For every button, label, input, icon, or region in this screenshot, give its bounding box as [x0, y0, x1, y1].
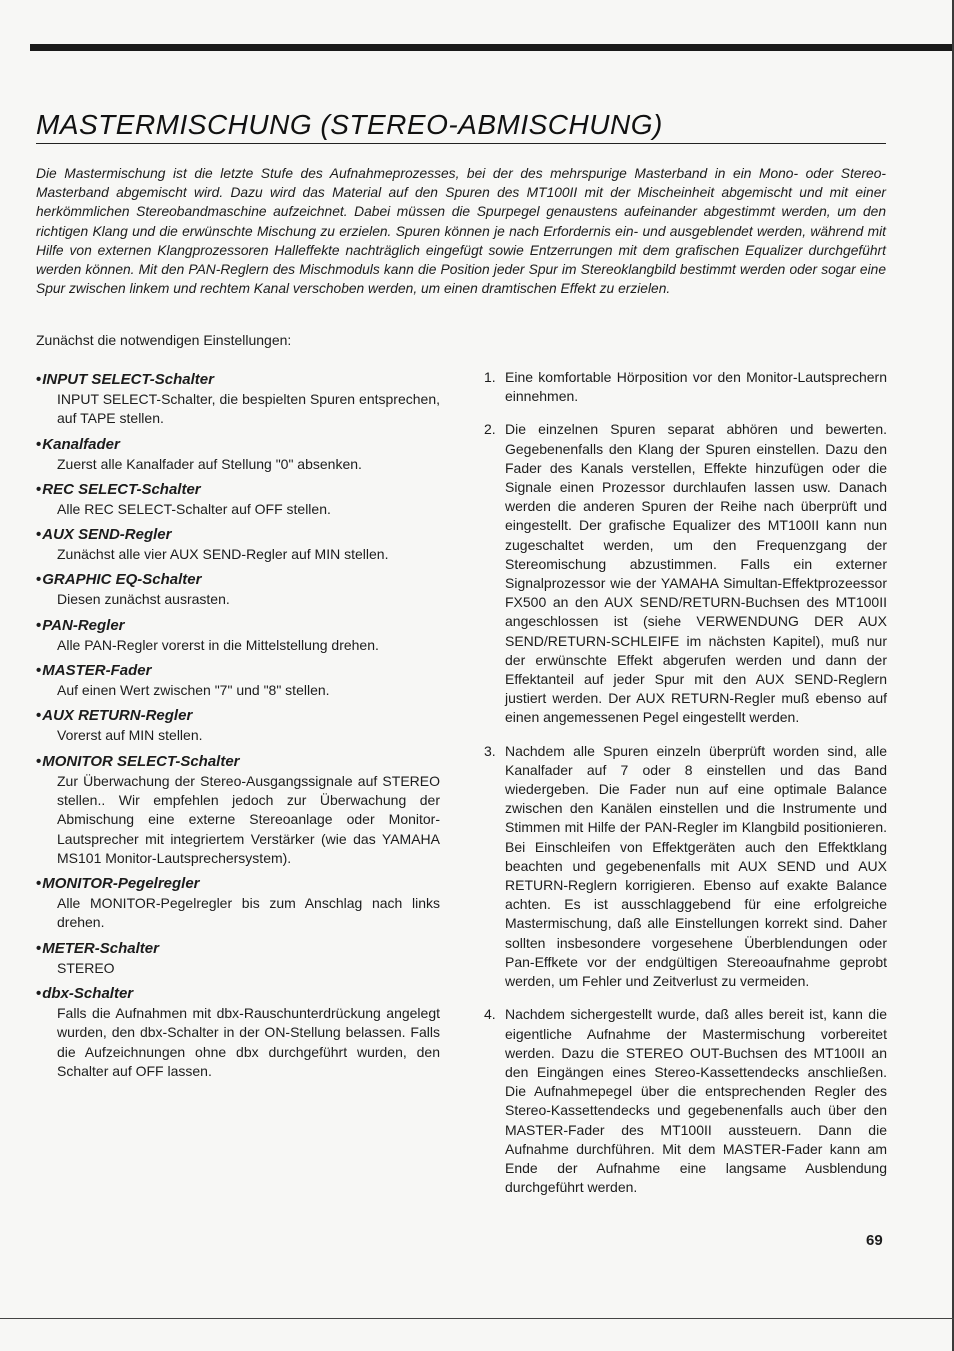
- setting-aux-send: [36, 525, 440, 564]
- setting-heading: •METER-Schalter: [36, 939, 159, 957]
- step-number: 4.: [484, 1006, 496, 1023]
- setting-master-fader: [36, 661, 440, 700]
- setting-heading: •GRAPHIC EQ-Schalter: [36, 571, 202, 589]
- step-number: 1.: [484, 369, 496, 385]
- step-text: Eine komfortable Hörposition vor den Monitor-Lautsprechern einnehmen.: [505, 369, 887, 405]
- page-number: 69: [866, 1232, 883, 1249]
- setting-meter: [36, 939, 440, 978]
- setting-text: Zuerst alle Kanalfader auf Stellung "0" absenken.: [57, 455, 362, 472]
- bullet-icon: •: [36, 571, 42, 589]
- settings-lead: Zunächst die notwendigen Einstellungen:: [36, 332, 292, 348]
- bullet-icon: •: [36, 480, 42, 498]
- step-text: Nachdem alle Spuren einzeln überprüft worden sind, alle Kanalfader auf 7 oder 8 einstellen und das Band wiedergeben. Die Fader nun auf eine optimale Balance zwischen den Kanälen einstellen und die Instrumente und Stimmen mit Hilfe der PAN-Regler im Klangbild positionieren. Bei Einschleifen von Effektgeräten auch den Effektklang beachten und gegebenenfalls mit AUX SEND und AUX RETURN-Reglern korrigieren. Ebenso auf exakte Balance achten. Es ist ausschlaggebend für eine erfolgreiche Mastermischung, daß alle Einstellungen korrekt sind. Daher sollten insbesondere vorgesehene Überblendungen oder Pan-Effkete vor der endgültigen Stereoaufnahme geprobt werden, um Fehler und Zeitverlust zu vermeiden.: [505, 742, 887, 990]
- top-rule-gap: [0, 44, 30, 51]
- setting-text: Zunächst alle vier AUX SEND-Regler auf MIN stellen.: [57, 546, 389, 563]
- step-3: [484, 742, 887, 992]
- setting-text: Auf einen Wert zwischen "7" und "8" stellen.: [57, 682, 330, 699]
- setting-aux-return: [36, 706, 440, 745]
- setting-heading: •AUX RETURN-Regler: [36, 707, 193, 725]
- setting-text: STEREO: [57, 959, 115, 976]
- setting-heading: •MONITOR-Pegelregler: [36, 875, 200, 893]
- bullet-icon: •: [36, 435, 42, 453]
- setting-graphic-eq: [36, 570, 440, 609]
- bullet-icon: •: [36, 875, 42, 893]
- step-number: 2.: [484, 421, 496, 438]
- settings-list: [36, 370, 440, 1087]
- step-2: [484, 420, 887, 727]
- setting-text: Zur Überwachung der Stereo-Ausgangssignale auf STEREO stellen.. Wir empfehlen jedoch zur Überwachung der Abmischung eine externe Stereoanlage oder Monitor-Lautsprecher mit integriertem Verstärker (wie das YAMAHA MS101 Monitor-Lautsprechersystem).: [57, 772, 440, 866]
- setting-heading: •MONITOR SELECT-Schalter: [36, 752, 240, 770]
- setting-text: Alle REC SELECT-Schalter auf OFF stellen.: [57, 500, 331, 517]
- step-4: [484, 1005, 887, 1197]
- bottom-rule: [0, 1318, 954, 1319]
- setting-pan: [36, 616, 440, 655]
- bullet-icon: •: [36, 985, 42, 1003]
- setting-input-select: [36, 370, 440, 429]
- setting-heading: •MASTER-Fader: [36, 662, 152, 680]
- setting-heading: •dbx-Schalter: [36, 985, 134, 1003]
- step-1: [484, 368, 887, 406]
- bullet-icon: •: [36, 707, 42, 725]
- intro-paragraph: Die Mastermischung ist die letzte Stufe des Aufnahmeprozesses, bei der des mehrspurige Masterband in ein Mono- oder Stereo-Masterband abgemischt wird. Dazu wird das Material auf den Spuren des MT100II mit der Mischeinheit abgemischt und mit einer herkömmlichen Stereobandmaschine aufzeichnet. Dabei müssen die Spurpegel genaustens aufeinander abgestimmt werden, um den richtigen Klang und die erwünschte Mischung zu erzielen. Spuren können je nach Erfordernis ein- und ausgeblendet werden, während mit Hilfe von externen Klangprozessoren Halleffekte nachträglich eingefügt sowie Entzerrungen mit dem grafischen Equalizer durchgeführt werden können. Mit den PAN-Reglern des Mischmoduls kann die Position jeder Spur im Stereoklangbild bestimmt werden oder sogar eine Spur zwischen linkem und rechtem Kanal verschoben werden, um einen dramtischen Effekt zu erzielen.: [36, 166, 886, 297]
- setting-heading: •INPUT SELECT-Schalter: [36, 371, 214, 388]
- step-number: 3.: [484, 742, 496, 759]
- procedure-steps: [484, 368, 887, 1211]
- bullet-icon: •: [36, 939, 42, 957]
- bullet-icon: •: [36, 526, 42, 544]
- setting-heading: •Kanalfader: [36, 435, 120, 453]
- setting-dbx: [36, 984, 440, 1081]
- bullet-icon: •: [36, 752, 42, 770]
- setting-text: Falls die Aufnahmen mit dbx-Rauschunterdrückung angelegt wurden, den dbx-Schalter in der ON-Stellung belassen. Falls die Aufzeichnungen ohne dbx durchgeführt wurden, den Schalter auf OFF lassen.: [57, 1005, 440, 1079]
- setting-text: Vorerst auf MIN stellen.: [57, 727, 203, 744]
- bullet-icon: •: [36, 662, 42, 680]
- bullet-icon: •: [36, 616, 42, 634]
- step-text: Die einzelnen Spuren separat abhören und bewerten. Gegebenenfalls den Klang der Spuren einstellen. Dazu den Fader des Kanals verstellen, Effekte hinzufügen oder die Signale einen Prozessor durchlaufen lassen usw. Danach werden die anderen Spuren der Reihe nach überprüft und eingestellt. Der grafische Equalizer des MT100II kann nun zugeschaltet werden, um den Frequenzgang der Stereomischung abzustimmen. Falls ein externer Signalprozessor wie der YAMAHA Simultan-Effektprozeessor FX500 an den AUX SEND/RETURN-Buchsen des MT100II angeschlossen ist (siehe VERWENDUNG DER AUX SEND/RETURN-SCHLEIFE im nächsten Kapitel), muß nur der erwünschte Effekt abgerufen werden und dann der Effektanteil auf jeder Spur mit den AUX SEND-Reglern justiert werden. Der AUX RETURN-Regler muß ebenso auf einen angemessenen Pegel eingestellt werden.: [505, 421, 887, 726]
- setting-kanalfader: [36, 435, 440, 474]
- setting-monitor-level: [36, 874, 440, 933]
- bullet-icon: •: [36, 371, 42, 388]
- setting-heading: •PAN-Regler: [36, 616, 125, 634]
- setting-heading: •AUX SEND-Regler: [36, 526, 172, 544]
- setting-text: INPUT SELECT-Schalter, die bespielten Spuren entsprechen, auf TAPE stellen.: [57, 391, 440, 427]
- setting-text: Alle MONITOR-Pegelregler bis zum Anschlag nach links drehen.: [57, 895, 440, 931]
- setting-text: Diesen zunächst ausrasten.: [57, 591, 230, 608]
- top-rule: [0, 44, 954, 51]
- page-title: MASTERMISCHUNG (STEREO-ABMISCHUNG): [36, 108, 886, 144]
- setting-text: Alle PAN-Regler vorerst in die Mittelstellung drehen.: [57, 636, 379, 653]
- setting-monitor-select: [36, 752, 440, 868]
- step-text: Nachdem sichergestellt wurde, daß alles bereit ist, kann die eigentliche Aufnahme der Mastermischung vorbereitet werden. Dazu die STEREO OUT-Buchsen des MT100II an den Eingängen eines Stereo-Kassettendecks anschließen. Die Aufnahmepegel über die entsprechenden Regler des Stereo-Kassettendecks und gegebenenfalls auch über den MASTER-Fader des MT100II aussteuern. Dann die Aufnahme durchführen. Mit dem MASTER-Fader kann am Ende der Aufnahme eine langsame Ausblendung durchgeführt werden.: [505, 1006, 887, 1196]
- setting-heading: •REC SELECT-Schalter: [36, 480, 201, 498]
- setting-rec-select: [36, 480, 440, 519]
